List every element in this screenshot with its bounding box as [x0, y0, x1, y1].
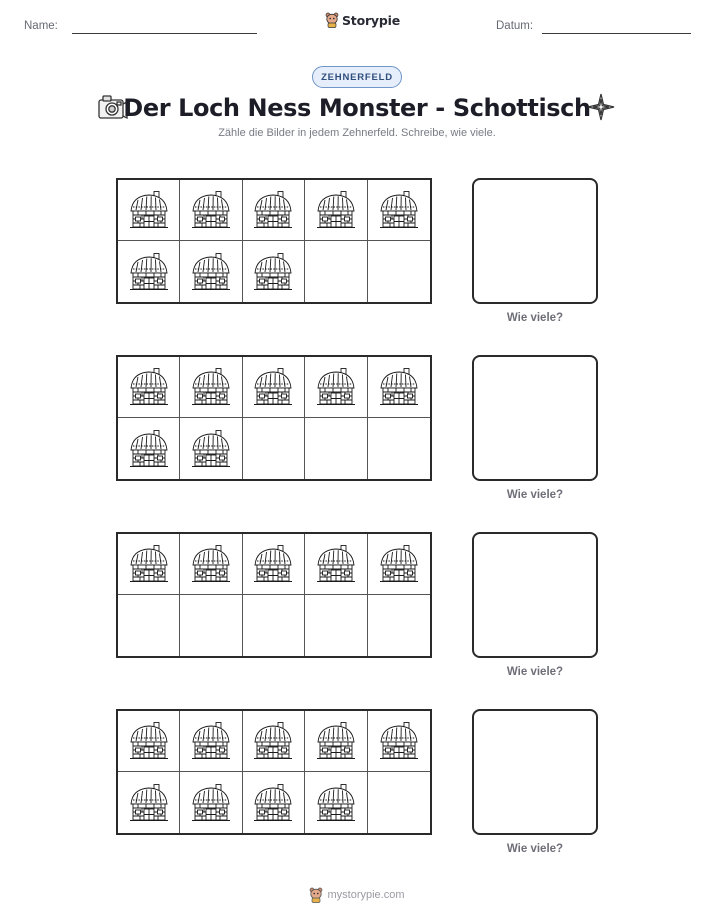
cottage-icon [127, 367, 171, 407]
cottage-icon [314, 367, 358, 407]
cottage-icon [377, 190, 421, 230]
cottage-icon [251, 190, 295, 230]
storypie-mascot-icon [325, 12, 339, 28]
ten-frame-cell [305, 180, 367, 241]
cottage-icon [127, 721, 171, 761]
cottage-icon [189, 544, 233, 584]
ten-frame-cell [118, 241, 180, 302]
ten-frame-cell [305, 418, 367, 479]
ten-frame-cell [118, 357, 180, 418]
ten-frame-cell [243, 595, 305, 656]
ten-frame-cell [180, 241, 242, 302]
ten-frame-1 [116, 178, 432, 304]
ten-frame-cell [305, 772, 367, 833]
ten-frame-cell [180, 772, 242, 833]
ten-frame-3 [116, 532, 432, 658]
cottage-icon [127, 190, 171, 230]
storypie-mascot-icon [309, 887, 323, 903]
ten-frame-cell [368, 772, 430, 833]
cottage-icon [314, 783, 358, 823]
answer-box-1[interactable] [472, 178, 598, 304]
cottage-icon [189, 429, 233, 469]
ten-frame-cell [180, 534, 242, 595]
answer-prompt-4: Wie viele? [506, 843, 564, 855]
answer-prompt-1: Wie viele? [506, 312, 564, 324]
cottage-icon [251, 783, 295, 823]
ten-frame-cell [305, 357, 367, 418]
ten-frame-cell [243, 534, 305, 595]
ten-frame-2 [116, 355, 432, 481]
cottage-icon [377, 367, 421, 407]
ten-frame-cell [118, 418, 180, 479]
footer-url: mystorypie.com [327, 889, 405, 901]
cottage-icon [251, 544, 295, 584]
cottage-icon [314, 544, 358, 584]
page-title: Der Loch Ness Monster - Schottisch [123, 94, 591, 122]
brand-logo [325, 12, 400, 28]
instructions: Zähle die Bilder in jedem Zehnerfeld. Schreibe, wie viele. [218, 127, 496, 139]
date-line[interactable] [542, 33, 691, 34]
worksheet-type-badge: ZEHNERFELD [312, 66, 402, 88]
cottage-icon [377, 721, 421, 761]
ten-frame-4 [116, 709, 432, 835]
cottage-icon [189, 190, 233, 230]
ten-frame-cell [368, 241, 430, 302]
cottage-icon [251, 721, 295, 761]
cottage-icon [189, 721, 233, 761]
ten-frame-cell [368, 357, 430, 418]
cottage-icon [377, 544, 421, 584]
ten-frame-cell [243, 711, 305, 772]
brand-name: Storypie [342, 12, 400, 28]
name-line[interactable] [72, 33, 257, 34]
ten-frame-cell [368, 595, 430, 656]
answer-box-4[interactable] [472, 709, 598, 835]
cottage-icon [189, 252, 233, 292]
ten-frame-cell [368, 711, 430, 772]
ten-frame-cell [243, 357, 305, 418]
answer-prompt-3: Wie viele? [506, 666, 564, 678]
ten-frame-cell [305, 711, 367, 772]
ten-frame-cell [180, 180, 242, 241]
footer [0, 887, 714, 903]
ten-frame-cell [118, 711, 180, 772]
ten-frame-cell [180, 711, 242, 772]
ten-frame-cell [305, 241, 367, 302]
cottage-icon [251, 367, 295, 407]
ten-frame-cell [243, 241, 305, 302]
answer-box-3[interactable] [472, 532, 598, 658]
ten-frame-cell [118, 180, 180, 241]
ten-frame-cell [118, 772, 180, 833]
cottage-icon [189, 367, 233, 407]
ten-frame-cell [305, 595, 367, 656]
ten-frame-cell [180, 595, 242, 656]
answer-box-2[interactable] [472, 355, 598, 481]
name-label: Name: [24, 20, 58, 32]
ten-frame-cell [305, 534, 367, 595]
date-label: Datum: [496, 20, 534, 32]
cottage-icon [314, 190, 358, 230]
ten-frame-cell [118, 534, 180, 595]
ten-frame-cell [243, 180, 305, 241]
cottage-icon [127, 252, 171, 292]
cottage-icon [251, 252, 295, 292]
ten-frame-cell [368, 418, 430, 479]
ten-frame-cell [368, 180, 430, 241]
ten-frame-cell [180, 357, 242, 418]
cottage-icon [127, 544, 171, 584]
ten-frame-cell [243, 772, 305, 833]
ten-frame-cell [118, 595, 180, 656]
sparkle-icon [586, 92, 616, 122]
cottage-icon [189, 783, 233, 823]
ten-frame-cell [243, 418, 305, 479]
cottage-icon [127, 783, 171, 823]
ten-frame-cell [368, 534, 430, 595]
answer-prompt-2: Wie viele? [506, 489, 564, 501]
cottage-icon [127, 429, 171, 469]
ten-frame-cell [180, 418, 242, 479]
cottage-icon [314, 721, 358, 761]
